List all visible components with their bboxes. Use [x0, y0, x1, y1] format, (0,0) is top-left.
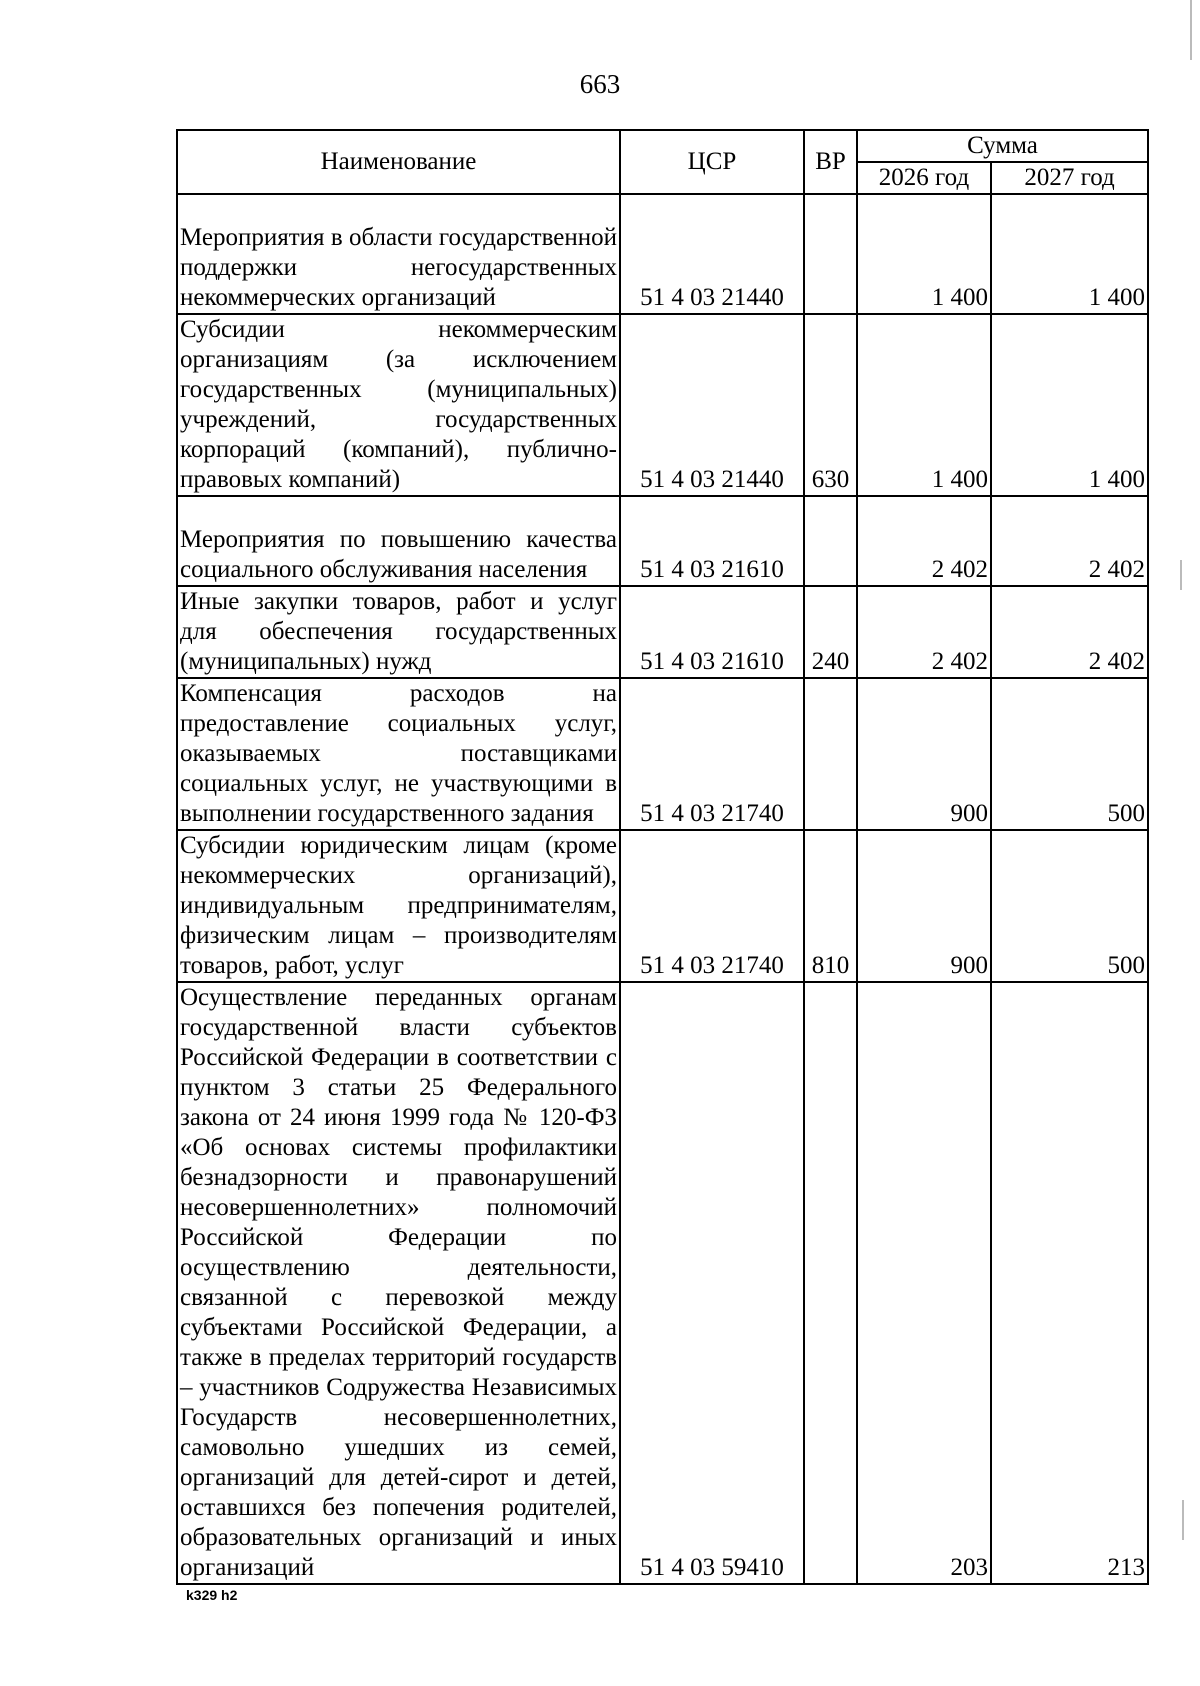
row-name: Осуществление переданных органам государственной власти субъектов Российской Федерации в соответствии с пунктом 3 статьи 25 Федерального закона от 24 июня 1999 года № 120-ФЗ «Об основах системы профилактики безнадзорности и правонарушений несовершеннолетних» полномочий Российской Федерации по осуществлению деятельности, связанной с перевозкой между субъектами Российской Федерации, а также в пределах территорий государств – участников Содружества Независимых Государств несовершеннолетних, самовольно ушедших из семей, организаций для детей-сирот и детей, оставшихся без попечения родителей, образовательных организаций и иных организаций [177, 982, 620, 1584]
row-2026: 1 400 [857, 194, 991, 314]
row-vr: 630 [804, 314, 857, 496]
row-2027: 213 [991, 982, 1148, 1584]
row-vr [804, 496, 857, 586]
row-csr: 51 4 03 21610 [620, 496, 804, 586]
header-sum: Сумма [857, 130, 1148, 162]
row-2026: 2 402 [857, 586, 991, 678]
header-year-2027: 2027 год [991, 162, 1148, 194]
row-csr: 51 4 03 21740 [620, 678, 804, 830]
row-csr: 51 4 03 21740 [620, 830, 804, 982]
table-row [177, 496, 1148, 586]
row-2027: 500 [991, 830, 1148, 982]
table-row [177, 314, 1148, 496]
row-vr: 810 [804, 830, 857, 982]
row-2026: 900 [857, 830, 991, 982]
row-vr [804, 982, 857, 1584]
row-2027: 2 402 [991, 586, 1148, 678]
page-number: 663 [579, 69, 621, 99]
header-year-2026: 2026 год [857, 162, 991, 194]
scan-margin-mark [1190, 0, 1192, 60]
row-name: Субсидии некоммерческим организациям (за исключением государственных (муниципальных) учреждений, государственных корпораций (компаний), публично-правовых компаний) [177, 314, 620, 496]
scan-margin-mark [1180, 560, 1182, 590]
row-name: Субсидии юридическим лицам (кроме некоммерческих организаций), индивидуальным предпринимателям, физическим лицам – производителям товаров, работ, услуг [177, 830, 620, 982]
row-csr: 51 4 03 21440 [620, 194, 804, 314]
row-csr: 51 4 03 21440 [620, 314, 804, 496]
row-2027: 1 400 [991, 194, 1148, 314]
table-row [177, 194, 1148, 314]
header-vr: ВР [804, 130, 857, 194]
row-2027: 2 402 [991, 496, 1148, 586]
table-row [177, 586, 1148, 678]
row-2026: 203 [857, 982, 991, 1584]
budget-table [176, 129, 1149, 1585]
row-2026: 1 400 [857, 314, 991, 496]
row-csr: 51 4 03 59410 [620, 982, 804, 1584]
row-name: Компенсация расходов на предоставление социальных услуг, оказываемых поставщиками социальных услуг, не участвующими в выполнении государственного задания [177, 678, 620, 830]
row-2027: 500 [991, 678, 1148, 830]
row-name: Мероприятия по повышению качества социального обслуживания населения [177, 496, 620, 586]
row-vr: 240 [804, 586, 857, 678]
scan-margin-mark [1182, 1500, 1184, 1540]
table-row [177, 678, 1148, 830]
row-csr: 51 4 03 21610 [620, 586, 804, 678]
row-2026: 2 402 [857, 496, 991, 586]
table-header [177, 130, 1148, 194]
header-csr: ЦСР [620, 130, 804, 194]
row-2026: 900 [857, 678, 991, 830]
footer-code: k329 h2 [186, 1587, 238, 1603]
table-row [177, 982, 1148, 1584]
row-vr [804, 194, 857, 314]
row-name: Иные закупки товаров, работ и услуг для обеспечения государственных (муниципальных) нужд [177, 586, 620, 678]
table-row [177, 830, 1148, 982]
row-2027: 1 400 [991, 314, 1148, 496]
row-vr [804, 678, 857, 830]
row-name: Мероприятия в области государственной поддержки негосударственных некоммерческих организаций [177, 194, 620, 314]
header-name: Наименование [177, 130, 620, 194]
